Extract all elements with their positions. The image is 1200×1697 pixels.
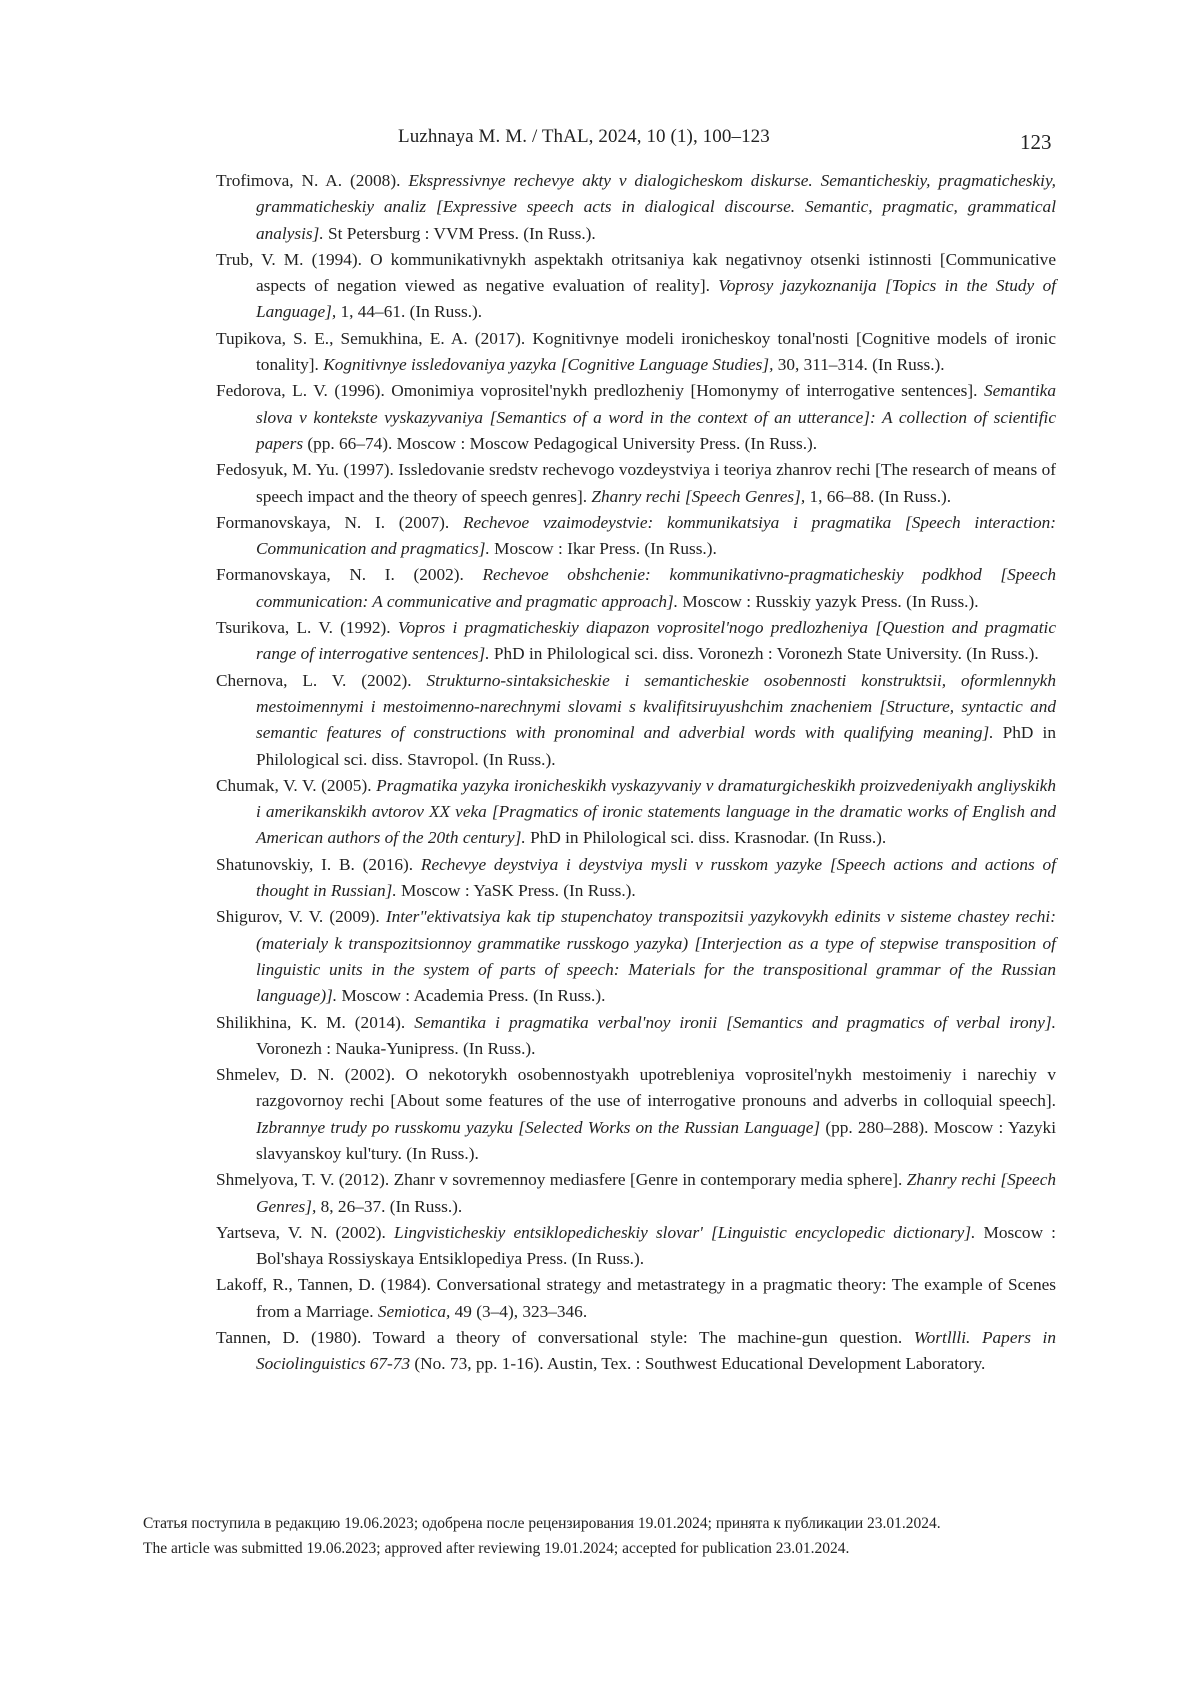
reference-item: Trub, V. M. (1994). O kommunikativnykh aspektakh otritsaniya kak negativnoy otsenki istinnosti [Communicative aspects of negation viewed as negative evaluation of reality]. Voprosy jazykoznanija [Topics in the Study of Language], 1, 44–61. (In Russ.).: [216, 249, 1057, 322]
submission-dates-ru: Статья поступила в редакцию 19.06.2023; одобрена после рецензирования 19.01.2024; принята к публикации 23.01.2024.: [143, 1515, 941, 1532]
reference-item: Shilikhina, K. M. (2014). Semantika i pragmatika verbal'noy ironii [Semantics and pragmatics of verbal irony]. Voronezh : Nauka-Yunipress. (In Russ.).: [216, 1012, 1056, 1058]
reference-item: Yartseva, V. N. (2002). Lingvisticheskiy entsiklopedicheskiy slovar' [Linguistic encyclopedic dictionary]. Moscow : Bol'shaya Rossiyskaya Entsiklopediya Press. (In Russ.).: [216, 1222, 1056, 1269]
reference-list: [216, 168, 1056, 1378]
reference-item: Shigurov, V. V. (2009). Inter"ektivatsiya kak tip stupenchatoy transpozitsii yazykovykh edinits v sisteme chastey rechi: (materialy k transpozitsionnoy grammatike russkogo yazyka) [Interjection as a type of stepwise transposition of linguistic units in the system of parts of speech: Materials for the transpositional grammar of the Russian language)]. Moscow : Academia Press. (In Russ.).: [216, 907, 1056, 1006]
reference-item: Tupikova, S. E., Semukhina, E. A. (2017). Kognitivnye modeli ironicheskoy tonal'nosti [Cognitive models of ironic tonality]. Kognitivnye issledovaniya yazyka [Cognitive Language Studies], 30, 311–314. (In Russ.).: [216, 328, 1056, 375]
reference-item: Trofimova, N. A. (2008). Ekspressivnye rechevye akty v dialogicheskom diskurse. Semanticheskiy, pragmaticheskiy, grammaticheskiy analiz [Expressive speech acts in dialogical discourse. Semantic, pragmatic, grammatical analysis]. St Petersburg : VVM Press. (In Russ.).: [216, 171, 1057, 243]
reference-item: Chernova, L. V. (2002). Strukturno-sintaksicheskie i semanticheskie osobennosti konstruktsii, oformlennykh mestoimennymi i mestoimenno-narechnymi slovami s kvalifitsiruyushchim znacheniem [Structure, syntactic and semantic features of constructions with pronominal and adverbial words with qualifying meaning]. PhD in Philological sci. diss. Stavropol. (In Russ.).: [216, 670, 1056, 769]
reference-item: Shmelev, D. N. (2002). O nekotorykh osobennostyakh upotrebleniya voprositel'nykh mestoimeniy i narechiy v razgovornoy rechi [About some features of the use of interrogative pronouns and adverbs in colloquial speech]. Izbrannye trudy po russkomu yazyku [Selected Works on the Russian Language] (pp. 280–288). Moscow : Yazyki slavyanskoy kul'tury. (In Russ.).: [216, 1065, 1056, 1163]
reference-item: Shatunovskiy, I. B. (2016). Rechevye deystviya i deystviya mysli v russkom yazyke [Speech actions and actions of thought in Russian]. Moscow : YaSK Press. (In Russ.).: [216, 854, 1056, 901]
reference-item: Tsurikova, L. V. (1992). Vopros i pragmaticheskiy diapazon voprositel'nogo predlozheniya [Question and pragmatic range of interrogative sentences]. PhD in Philological sci. diss. Voronezh : Voronezh State University. (In Russ.).: [216, 618, 1056, 664]
submission-dates: [143, 1511, 1103, 1561]
reference-item: Fedorova, L. V. (1996). Omonimiya voprositel'nykh predlozheniy [Homonymy of interrogative sentences]. Semantika slova v kontekste vyskazyvaniya [Semantics of a word in the context of an utterance]: A collection of scientific papers (pp. 66–74). Moscow : Moscow Pedagogical University Press. (In Russ.).: [216, 381, 1056, 453]
reference-item: Formanovskaya, N. I. (2002). Rechevoe obshchenie: kommunikativno-pragmaticheskiy podkhod [Speech communication: A communicative and pragmatic approach]. Moscow : Russkiy yazyk Press. (In Russ.).: [216, 565, 1056, 611]
reference-item: Formanovskaya, N. I. (2007). Rechevoe vzaimodeystvie: kommunikatsiya i pragmatika [Speech interaction: Communication and pragmatics]. Moscow : Ikar Press. (In Russ.).: [216, 512, 1056, 559]
reference-item: Lakoff, R., Tannen, D. (1984). Conversational strategy and metastrategy in a pragmatic theory: The example of Scenes from a Marriage. Semiotica, 49 (3–4), 323–346.: [216, 1275, 1056, 1321]
reference-item: Shmelyova, T. V. (2012). Zhanr v sovremennoy mediasfere [Genre in contemporary media sphere]. Zhanry rechi [Speech Genres], 8, 26–37. (In Russ.).: [216, 1170, 1057, 1216]
submission-dates-en: The article was submitted 19.06.2023; approved after reviewing 19.01.2024; accepted for publication 23.01.2024.: [143, 1540, 850, 1557]
running-head: Luzhnaya M. M. / ThAL, 2024, 10 (1), 100–123: [398, 126, 770, 147]
reference-item: Chumak, V. V. (2005). Pragmatika yazyka ironicheskikh vyskazyvaniy v dramaturgicheskikh proizvedeniyakh angliyskikh i amerikanskikh avtorov XX veka [Pragmatics of ironic statements language in the dramatic works of English and American authors of the 20th century]. PhD in Philological sci. diss. Krasnodar. (In Russ.).: [216, 775, 1056, 848]
page-number: 123: [1020, 130, 1052, 154]
reference-item: Tannen, D. (1980). Toward a theory of conversational style: The machine-gun question. Wortllli. Papers in Sociolinguistics 67-73 (No. 73, pp. 1-16). Austin, Tex. : Southwest Educational Development Laboratory.: [216, 1328, 1056, 1374]
reference-item: Fedosyuk, M. Yu. (1997). Issledovanie sredstv rechevogo vozdeystviya i teoriya zhanrov rechi [The research of means of speech impact and the theory of speech genres]. Zhanry rechi [Speech Genres], 1, 66–88. (In Russ.).: [216, 460, 1056, 506]
